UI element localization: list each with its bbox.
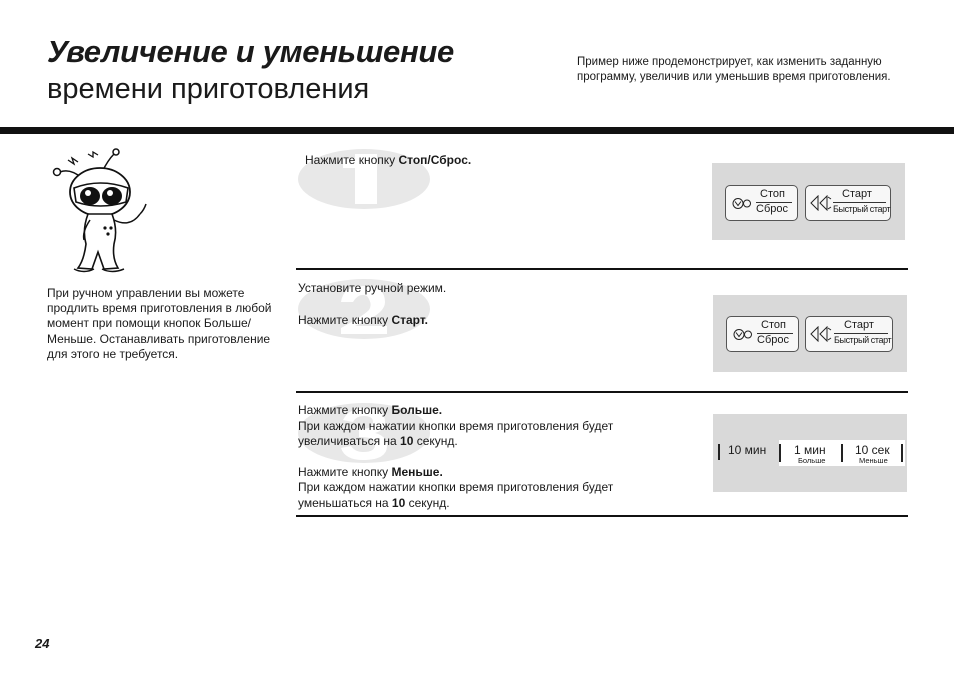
stop-label: Стоп <box>761 319 786 331</box>
reset-label: Сброс <box>757 334 789 346</box>
step-1-panel <box>712 163 905 240</box>
stop-reset-icon <box>732 197 752 210</box>
step-2-text: Нажмите кнопку <box>298 312 392 327</box>
ten-minutes-button[interactable]: 10 мин <box>728 443 767 457</box>
step-1-button-name: Стоп/Сброс. <box>398 153 472 167</box>
display-divider <box>901 444 903 462</box>
start-icon <box>810 326 832 342</box>
start-divider <box>833 202 886 203</box>
less-seconds-value: 10 <box>391 495 406 510</box>
display-divider <box>841 444 843 462</box>
start-label: Старт <box>844 319 874 331</box>
step-1-text: Нажмите кнопку <box>305 153 399 167</box>
more-less-display <box>779 440 905 466</box>
one-minute-more-button[interactable]: 1 мин <box>794 443 826 457</box>
more-button-name: Больше. <box>391 403 443 417</box>
start-label: Старт <box>842 188 872 200</box>
ten-seconds-less-button[interactable]: 10 сек <box>855 443 890 457</box>
start-divider <box>834 333 888 334</box>
step-2-button-name: Старт. <box>391 312 429 327</box>
page-number: 24 <box>35 636 50 651</box>
less-button-name: Меньше. <box>391 464 443 479</box>
step-2-panel <box>713 295 907 372</box>
less-sub-label: Меньше <box>859 456 888 465</box>
display-divider <box>718 444 720 460</box>
less-description-line1: При каждом нажатии кнопки время приготовления будет <box>298 480 614 494</box>
step-separator-1 <box>296 268 908 270</box>
step-separator-2 <box>296 391 908 393</box>
less-description-line2: уменьшаться на <box>298 495 392 510</box>
display-divider <box>779 444 781 462</box>
quick-start-label: Быстрый старт <box>833 204 891 214</box>
more-seconds-value: 10 <box>400 434 414 448</box>
start-button[interactable] <box>805 185 891 221</box>
mascot-illustration <box>44 148 154 276</box>
step-separator-3 <box>296 515 908 517</box>
less-seconds-unit: секунд. <box>405 495 450 510</box>
more-description-line2: увеличиваться на <box>298 434 401 448</box>
stop-reset-icon <box>733 328 753 341</box>
step-1-instruction <box>305 153 471 169</box>
start-button-step2[interactable] <box>805 316 893 352</box>
stop-reset-button-step2[interactable] <box>726 316 799 352</box>
more-description-line1: При каждом нажатии кнопки время приготовления будет <box>298 418 614 433</box>
step-3-panel <box>713 414 907 492</box>
start-icon <box>810 195 832 211</box>
step-3-instruction <box>298 403 678 511</box>
step-3-more-text: Нажмите кнопку <box>298 403 392 417</box>
page-title: Увеличение и уменьшение <box>47 34 454 69</box>
stop-label: Стоп <box>760 188 785 200</box>
step-2-mode-text: Установите ручной режим. <box>298 281 447 295</box>
quick-start-label: Быстрый старт <box>834 335 892 345</box>
step-3-less-text: Нажмите кнопку <box>298 464 392 479</box>
manual-mode-note: При ручном управлении вы можете продлить время приготовления в любой момент при помощи кнопок Больше/Меньше. Останавливать приготовление для этого не требуется. <box>47 286 272 361</box>
header-rule <box>0 127 954 134</box>
more-sub-label: Больше <box>798 456 826 465</box>
more-seconds-unit: секунд. <box>413 434 458 448</box>
reset-label: Сброс <box>756 203 788 215</box>
stop-reset-button[interactable] <box>725 185 798 221</box>
page-subtitle: времени приготовления <box>47 73 370 105</box>
step-2-instruction <box>298 281 446 328</box>
intro-text: Пример ниже продемонстрирует, как изменить заданную программу, увеличив или уменьшив время приготовления. <box>577 56 891 83</box>
